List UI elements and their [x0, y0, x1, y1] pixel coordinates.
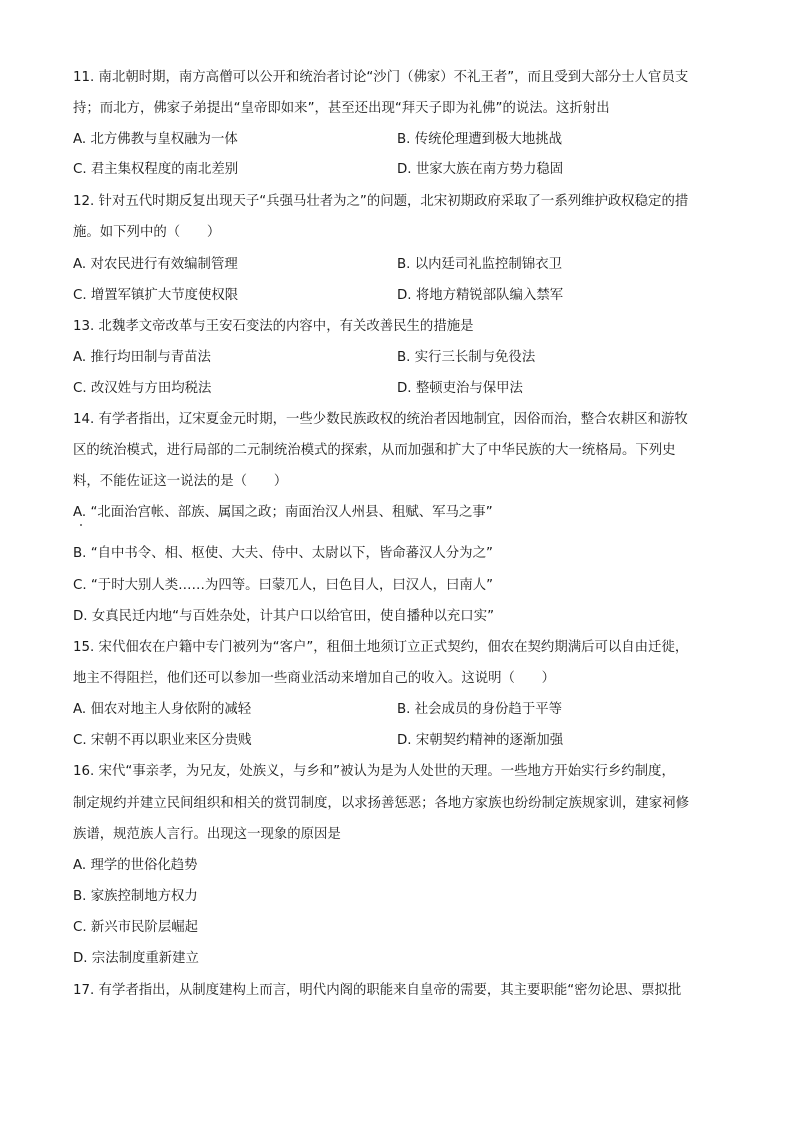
- q17-stem-line1: 17. 有学者指出，从制度建构上而言，明代内阁的职能来自皇帝的需要，其主要职能“密勿论思、票拟批: [73, 983, 682, 998]
- q14-option-d[interactable]: D. 女真民迁内地“与百姓杂处，计其户口以给官田，使自播种以充口实”: [73, 609, 495, 624]
- q13-option-c[interactable]: C. 改汉姓与方田均税法: [73, 381, 212, 396]
- q14-option-c[interactable]: C. “于时大别人类……为四等。曰蒙兀人，曰色目人，曰汉人，曰南人”: [73, 578, 494, 593]
- q16-option-a[interactable]: A. 理学的世俗化趋势: [73, 858, 198, 873]
- q15-option-b[interactable]: B. 社会成员的身份趋于平等: [397, 702, 562, 717]
- q14-option-b[interactable]: B. “自中书令、相、枢使、大夫、侍中、太尉以下，皆命蕃汉人分为之”: [73, 546, 493, 561]
- q11-stem-line1: 11. 南北朝时期，南方高僧可以公开和统治者讨论“沙门（佛家）不礼王者”，而且受到大部分士人官员支: [73, 70, 689, 85]
- q14-option-a[interactable]: A. “北面治宫帐、部族、属国之政；南面治汉人州县、租赋、军马之事”: [73, 505, 493, 520]
- q12-option-d[interactable]: D. 将地方精锐部队编入禁军: [397, 288, 564, 303]
- q16-stem-line2: 制定规约并建立民间组织和相关的赏罚制度，以求扬善惩恶；各地方家族也纷纷制定族规家训，建家祠修: [73, 796, 689, 811]
- q14-stem-line1: 14. 有学者指出，辽宋夏金元时期，一些少数民族政权的统治者因地制宜，因俗而治，整合农耕区和游牧: [73, 412, 688, 427]
- q12-stem-line1: 12. 针对五代时期反复出现天子“兵强马壮者为之”的问题，北宋初期政府采取了一系列维护政权稳定的措: [73, 194, 689, 209]
- q12-option-b[interactable]: B. 以内廷司礼监控制锦衣卫: [397, 257, 562, 272]
- q11-stem-line2: 持；而北方，佛家子弟提出“皇帝即如来”，甚至还出现“拜天子即为礼佛”的说法。这折射出: [73, 101, 610, 116]
- q11-option-d[interactable]: D. 世家大族在南方势力稳固: [397, 162, 564, 177]
- q13-stem-line1: 13. 北魏孝文帝改革与王安石变法的内容中，有关改善民生的措施是: [73, 319, 474, 334]
- q11-option-a[interactable]: A. 北方佛教与皇权融为一体: [73, 132, 238, 147]
- q12-option-a[interactable]: A. 对农民进行有效编制管理: [73, 257, 238, 272]
- stray-dot-mark: [80, 524, 82, 526]
- q15-option-a[interactable]: A. 佃农对地主人身依附的减轻: [73, 702, 252, 717]
- q16-option-d[interactable]: D. 宗法制度重新建立: [73, 951, 199, 966]
- q12-stem-line2: 施。如下列中的（ ）: [73, 225, 221, 240]
- q16-option-c[interactable]: C. 新兴市民阶层崛起: [73, 920, 198, 935]
- q15-stem-line1: 15. 宋代佃农在户籍中专门被列为“客户”，租佃土地须订立正式契约，佃农在契约期满后可以自由迁徙，: [73, 640, 689, 655]
- q15-stem-line2: 地主不得阻拦，他们还可以参加一些商业活动来增加自己的收入。这说明（ ）: [73, 671, 556, 686]
- q12-option-c[interactable]: C. 增置军镇扩大节度使权限: [73, 288, 239, 303]
- q14-stem-line3: 料，不能佐证这一说法的是（ ）: [73, 474, 288, 489]
- q13-option-b[interactable]: B. 实行三长制与免役法: [397, 350, 536, 365]
- q14-stem-line2: 区的统治模式，进行局部的二元制统治模式的探索，从而加强和扩大了中华民族的大一统格局。下列史: [73, 443, 676, 458]
- q15-option-d[interactable]: D. 宋朝契约精神的逐渐加强: [397, 733, 564, 748]
- q16-stem-line3: 族谱，规范族人言行。出现这一现象的原因是: [73, 827, 341, 842]
- q13-option-d[interactable]: D. 整顿吏治与保甲法: [397, 381, 523, 396]
- q15-option-c[interactable]: C. 宋朝不再以职业来区分贵贱: [73, 733, 252, 748]
- q11-option-b[interactable]: B. 传统伦理遭到极大地挑战: [397, 132, 562, 147]
- q11-option-c[interactable]: C. 君主集权程度的南北差别: [73, 162, 239, 177]
- q13-option-a[interactable]: A. 推行均田制与青苗法: [73, 350, 211, 365]
- q16-stem-line1: 16. 宋代“事亲孝，为兄友，处族义，与乡和”被认为是为人处世的天理。一些地方开始实行乡约制度，: [73, 764, 675, 779]
- q16-option-b[interactable]: B. 家族控制地方权力: [73, 889, 198, 904]
